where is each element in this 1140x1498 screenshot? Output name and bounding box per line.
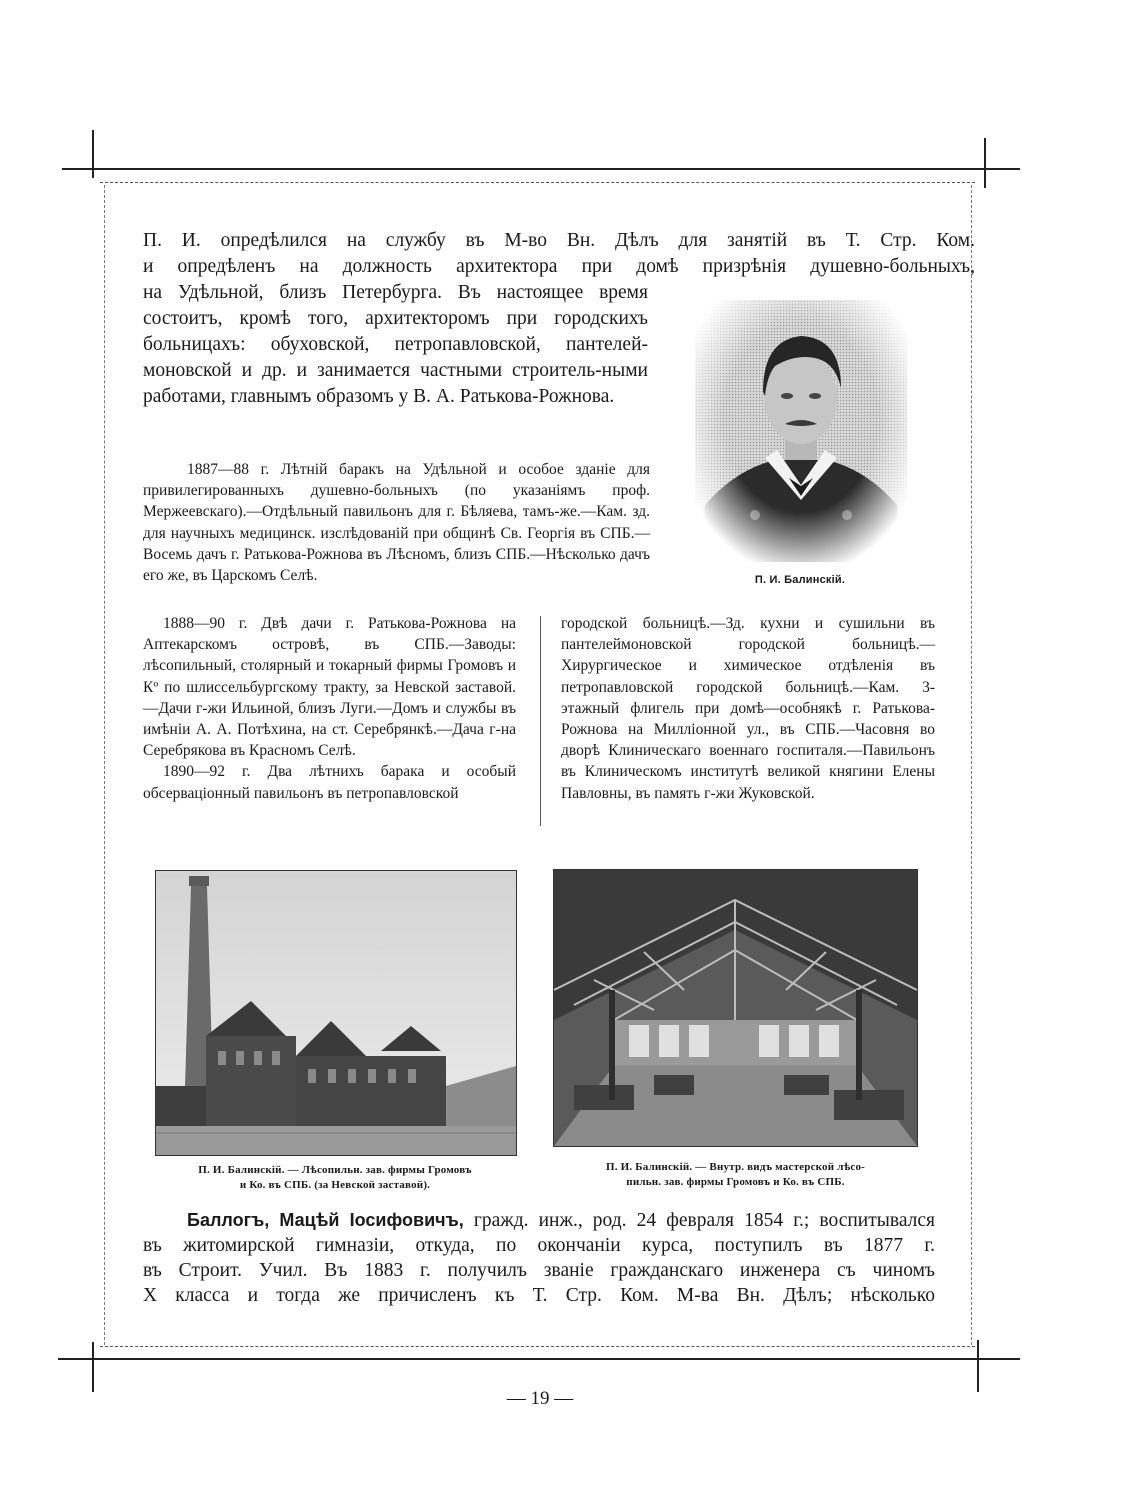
intro-line: и опредѣленъ на должность архитектора при домѣ призрѣнія душевно-больныхъ,: [143, 256, 975, 277]
portrait-caption: П. И. Балинскій.: [754, 574, 846, 586]
factory-exterior-illustration: [156, 871, 516, 1155]
frame-top-dashed-rule: [100, 182, 975, 183]
portrait-photo: [695, 300, 907, 562]
frame-right-rule-bottom: [977, 1340, 979, 1392]
frame-bottom-rule: [58, 1358, 1020, 1360]
factory-photo-caption: [140, 1163, 530, 1193]
frame-left-dashed-rule: [104, 185, 105, 1345]
works-1887-text: 1887—88 г. Лѣтній баракъ на Удѣльной и особое зданіе для привилегированныхъ душевно-больныхъ (по указаніямъ проф. Мержеевскаго).—Отдѣльный павильонъ для г. Бѣляева, тамъ-же.—Кам. зд. для научныхъ медицинск. изслѣдованій при общинѣ Св. Георгія въ СПБ.—Восемь дачъ г. Ратькова-Рожнова въ Лѣсномъ, близъ СПБ.—Нѣсколько дачъ его же, въ Царскомъ Селѣ.: [143, 461, 650, 585]
ballog-line-2: въ житомирской гимназіи, откуда, по окончаніи курса, поступилъ въ 1877 г.: [143, 1235, 935, 1256]
frame-left-rule-top: [92, 130, 94, 178]
ballog-line-3: въ Строит. Учил. Въ 1883 г. получилъ званіе гражданскаго инженера съ чиномъ: [143, 1260, 935, 1281]
ballog-name: Баллогъ, Мацѣй Іосифовичъ,: [187, 1210, 464, 1230]
workshop-interior-photo: [553, 869, 918, 1147]
ballog-line-4: X класса и тогда же причисленъ къ Т. Стр. Ком. М-ва Вн. Дѣлъ; нѣсколько: [143, 1285, 935, 1306]
works-1890-text: 1890—92 г. Два лѣтнихъ барака и особый обсерваціонный павильонъ въ петропавловской: [143, 763, 516, 802]
interior-photo-caption: [548, 1160, 923, 1190]
column-right: [561, 613, 935, 804]
interior-caption-line: пильн. зав. фирмы Громовъ и Ко. въ СПБ.: [626, 1176, 845, 1188]
frame-top-rule: [62, 168, 1020, 170]
workshop-interior-illustration: [554, 870, 917, 1146]
intro-line: П. И. опредѣлился на службу въ М-во Вн. Дѣлъ для занятій въ Т. Стр. Ком.: [143, 230, 975, 251]
portrait-illustration: [695, 300, 907, 562]
ballog-line-1: [143, 1208, 935, 1233]
column-divider: [540, 616, 541, 826]
intro-continuation: на Удѣльной, близъ Петербурга. Въ настоящее время состоитъ, кромѣ того, архитекторомъ при городскихъ больницахъ: обуховской, петропавловской, пантелей-моновской и др. и занимается частными строитель-ными работами, главнымъ образомъ у В. А. Ратькова-Рожнова.: [143, 282, 648, 407]
works-1890-continued-text: городской больницѣ.—Зд. кухни и сушильни въ пантелеймоновской городской больницѣ.—Хирургическое и химическое отдѣленія въ петропавловской городской больницѣ.—Кам. 3-этажный флигель при домѣ—особнякѣ г. Ратькова-Рожнова на Милліонной ул., въ СПБ.—Часовня во дворѣ Клиническаго военнаго госпиталя.—Павильонъ въ Клиническомъ институтѣ великой княгини Елены Павловны, въ память г-жи Жуковской.: [561, 615, 935, 802]
frame-left-rule-bottom: [92, 1342, 94, 1392]
ballog-line-1-rest: гражд. инж., род. 24 февраля 1854 г.; воспитывался: [463, 1210, 936, 1231]
frame-bottom-dashed-rule: [100, 1346, 975, 1347]
page-number: — 19 —: [506, 1388, 574, 1409]
frame-right-rule-top: [984, 138, 986, 188]
factory-exterior-photo: [155, 870, 517, 1156]
works-1888-text: 1888—90 г. Двѣ дачи г. Ратькова-Рожнова на Аптекарскомъ островѣ, въ СПБ.—Заводы: лѣсопильный, столярный и токарный фирмы Громовъ и Кº по шлиссельбургскому тракту, за Невской заставой.—Дачи г-жи Ильиной, близъ Луги.—Домъ и службы въ имѣніи А. А. Потѣхина, на ст. Серебрянкѣ.—Дача г-на Серебрякова въ Красномъ Селѣ.: [143, 615, 516, 760]
factory-caption-line: П. И. Балинскій. — Лѣсопильн. зав. фирмы Громовъ: [198, 1164, 472, 1176]
column-left: [143, 613, 516, 804]
factory-caption-line: и Ко. въ СПБ. (за Невской заставой).: [239, 1179, 431, 1191]
works-1887-paragraph: [143, 459, 650, 586]
ballog-entry: [143, 1208, 935, 1308]
interior-caption-line: П. И. Балинскій. — Внутр. видъ мастерской лѣсо-: [605, 1161, 866, 1173]
